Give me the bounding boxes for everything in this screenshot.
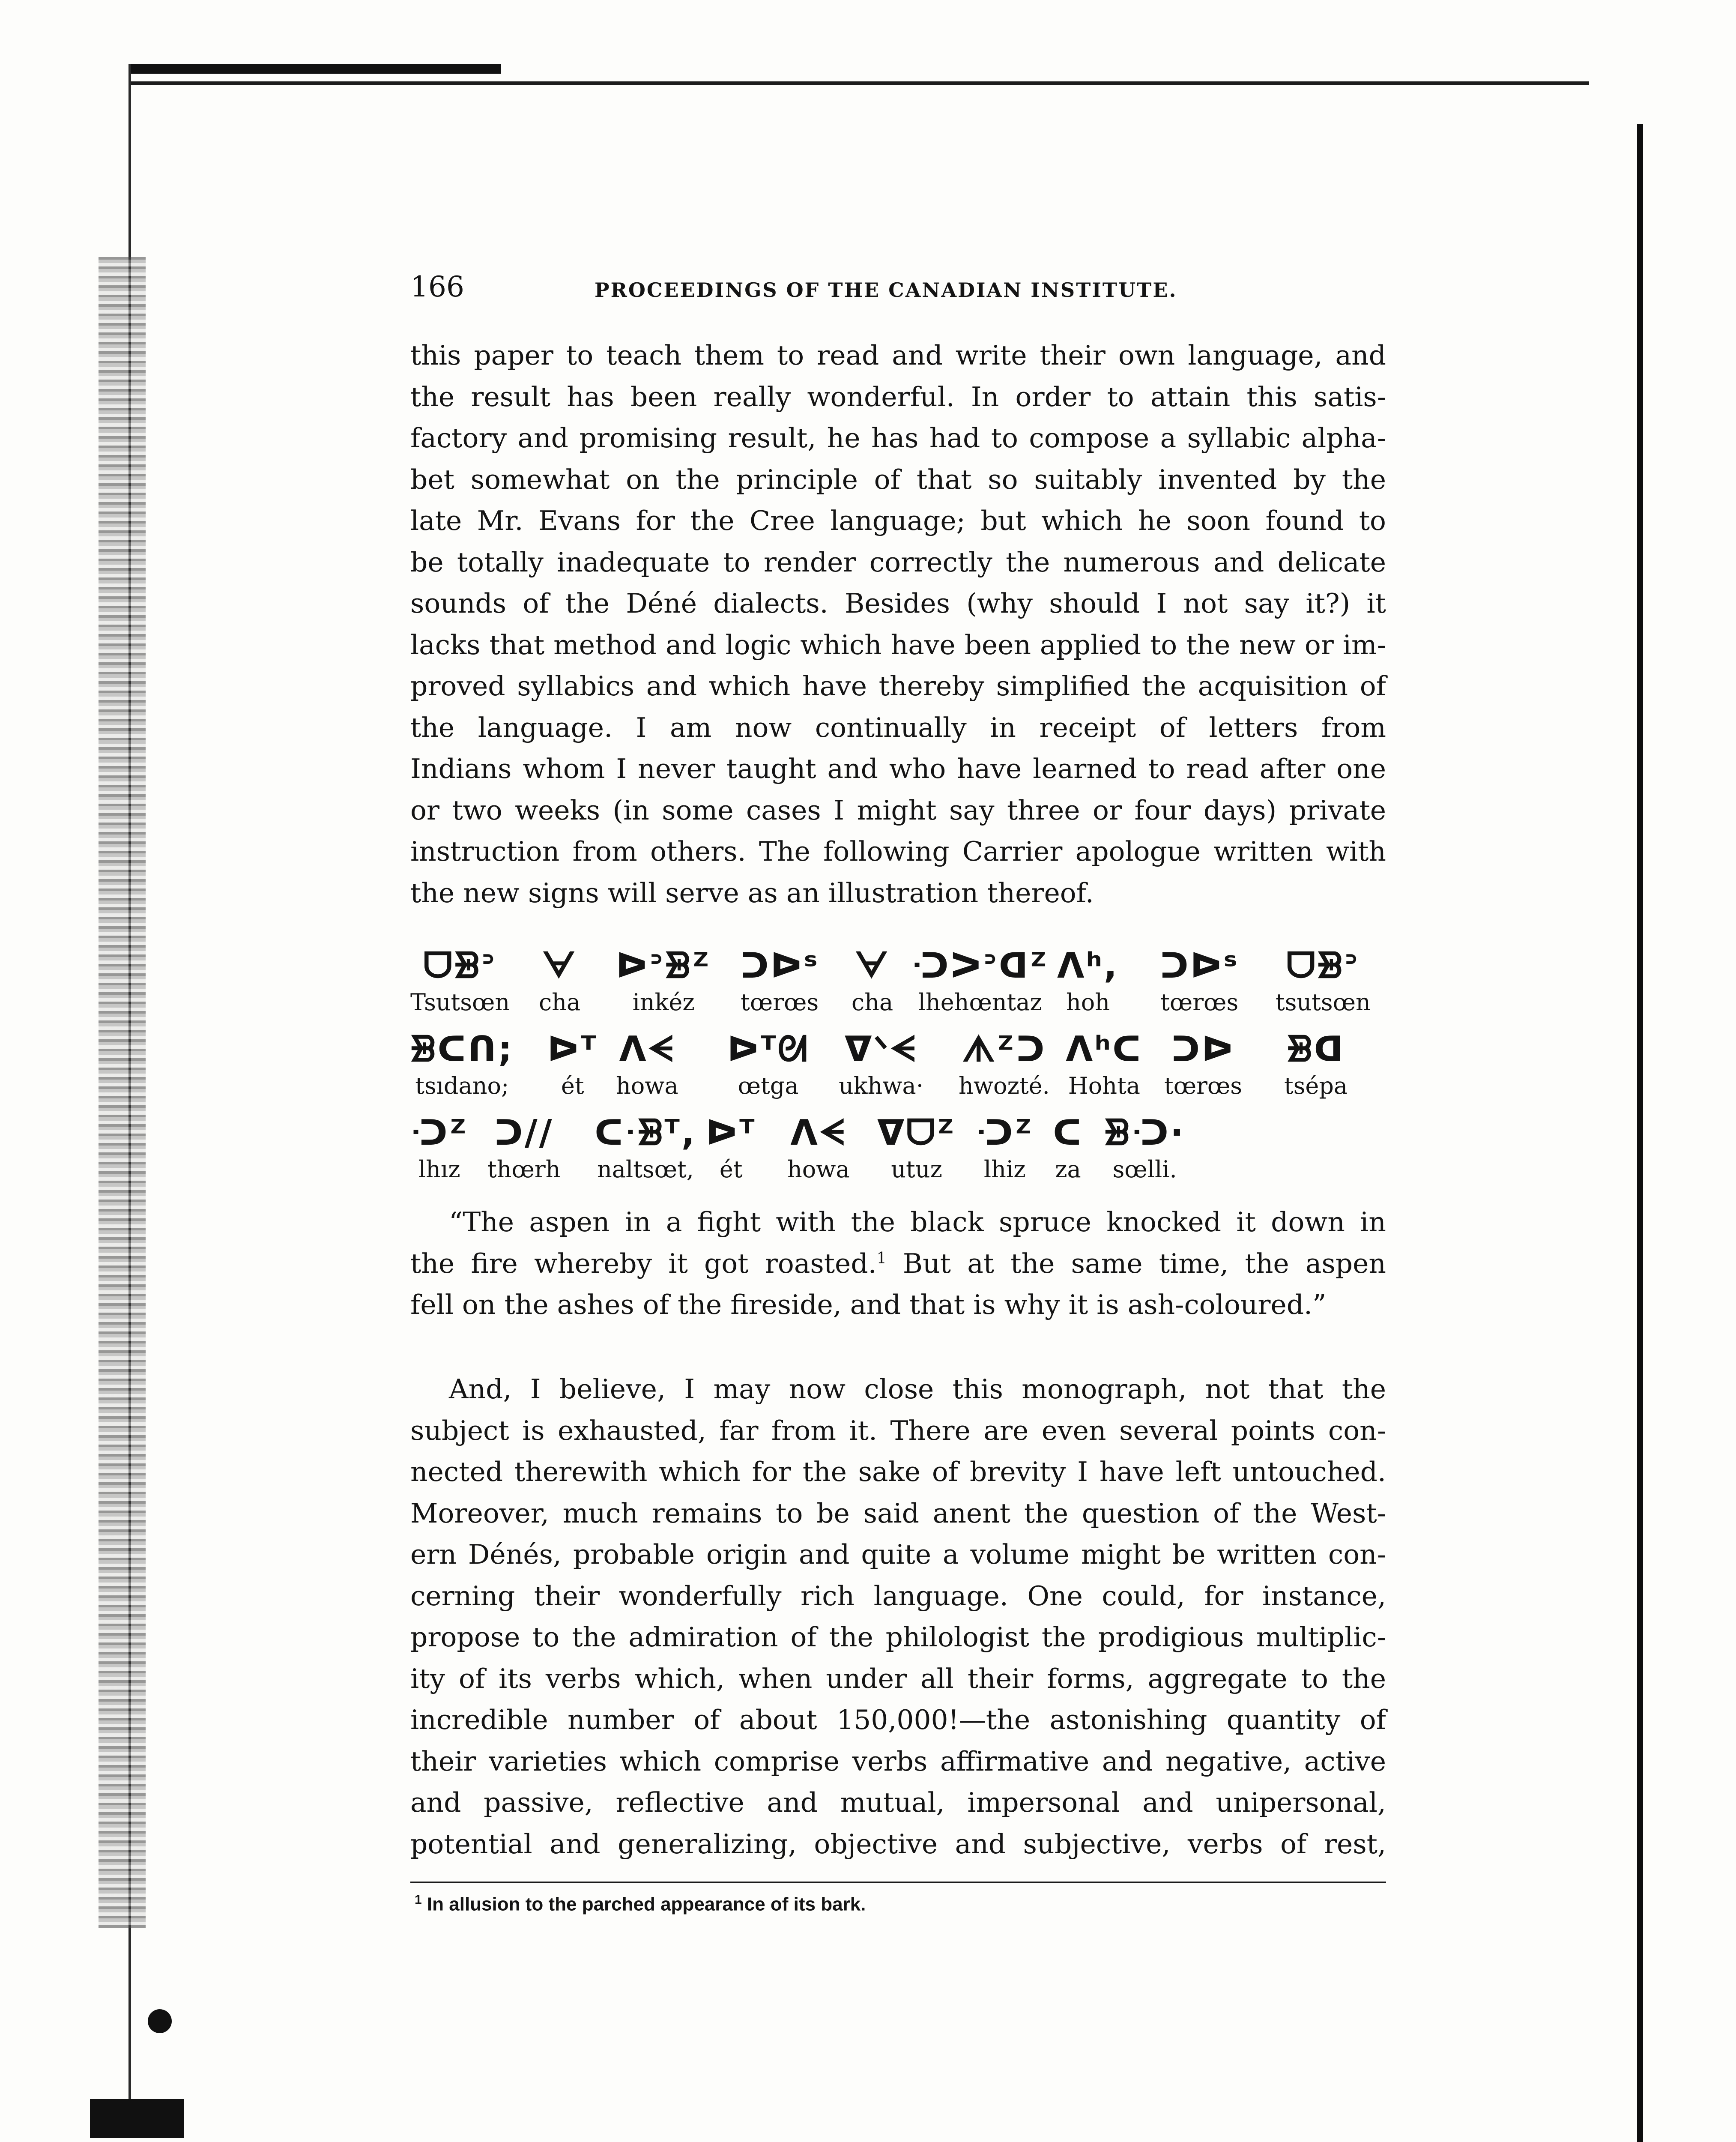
scan-edge-noise — [99, 257, 146, 1928]
scan-border-top — [128, 81, 1589, 85]
syllabic-transliteration: ét — [719, 1156, 743, 1183]
page-number: 166 — [410, 270, 464, 303]
syllabic-word — [787, 1112, 850, 1185]
syllabic-glyph: ᑝᙆ — [410, 1113, 469, 1153]
syllabic-word — [706, 1112, 756, 1185]
scan-border-bottom-left — [90, 2099, 184, 2138]
syllabic-word — [410, 1028, 514, 1101]
text-line: this paper to teach them to read and write their own language, and — [410, 340, 1386, 371]
syllabic-glyph: ᑐᐅˢ — [1160, 945, 1239, 986]
text-line: sounds of the Déné dialects. Besides (why should I not say it?) it — [410, 588, 1386, 619]
text-line: subject is exhausted, far from it. There are even several points con- — [410, 1415, 1386, 1446]
syllabic-transliteration: lhehœntaz — [918, 989, 1042, 1016]
text-line: proved syllabics and which have thereby simplified the acquisition of — [410, 670, 1386, 702]
syllabic-word — [539, 945, 580, 1017]
syllabic-row — [410, 1028, 1395, 1110]
page-header — [410, 270, 1395, 304]
syllabic-glyph: ᐅᵀ — [706, 1113, 756, 1153]
syllabic-word — [1066, 1028, 1143, 1101]
text-line: be totally inadequate to render correctly the numerous and delicate — [410, 546, 1386, 578]
syllabic-transliteration: hoh — [1066, 989, 1110, 1016]
text-line: “The aspen in a fight with the black spruce knocked it down in — [449, 1206, 1386, 1238]
syllabic-glyph: ᐱʰᑕ — [1066, 1029, 1143, 1070]
syllabic-transliteration: ét — [561, 1072, 584, 1099]
syllabic-word — [1164, 1028, 1242, 1101]
syllabic-word — [1284, 1028, 1348, 1101]
syllabic-word — [727, 1028, 809, 1101]
syllabic-glyph: ᗜᗾᐣ — [1286, 945, 1360, 986]
syllabic-transliteration: utuz — [891, 1156, 942, 1183]
footnote-text: In allusion to the parched appearance of its bark. — [427, 1894, 866, 1915]
syllabic-glyph: ᑝᙆ — [976, 1113, 1034, 1153]
syllabic-word — [1053, 1112, 1083, 1185]
text-line: And, I believe, I may now close this monograph, not that the — [449, 1373, 1386, 1405]
syllabic-transliteration: za — [1055, 1156, 1081, 1183]
text-line: instruction from others. The following Carrier apologue written with — [410, 836, 1386, 867]
text-line: cerning their wonderfully rich language. One could, for instance, — [410, 1580, 1386, 1612]
text-line: Indians whom I never taught and who have learned to read after one — [410, 753, 1386, 784]
syllabic-transliteration: howa — [787, 1156, 850, 1183]
syllabic-transliteration: tsépa — [1284, 1072, 1348, 1099]
scan-border-top-thick — [128, 64, 501, 74]
syllabic-transliteration: tœrœs — [1164, 1072, 1243, 1099]
syllabic-glyph: ᑕ — [1053, 1113, 1083, 1153]
syllabic-word — [839, 1028, 923, 1101]
syllabic-glyph: ᐅᵀ — [547, 1029, 598, 1070]
syllabic-row — [410, 1112, 1395, 1193]
text-line: their varieties which comprise verbs affirmative and negative, active — [410, 1745, 1386, 1777]
syllabic-transliteration: hwozté. — [959, 1072, 1050, 1099]
syllabic-transliteration: sœlli. — [1112, 1156, 1177, 1183]
syllabic-glyph: ᐱʰ, — [1057, 945, 1119, 986]
syllabic-glyph: ᗄ — [542, 945, 577, 986]
syllabic-word — [911, 945, 1049, 1017]
syllabic-row — [410, 945, 1395, 1026]
syllabic-transliteration: howa — [616, 1072, 678, 1099]
text-line: ern Dénés, probable origin and quite a volume might be written con- — [410, 1539, 1386, 1570]
syllabic-glyph: ᑐᐅˢ — [740, 945, 819, 986]
footnote — [415, 1885, 866, 1920]
syllabic-transliteration: thœrh — [487, 1156, 561, 1183]
syllabic-transliteration: Hohta — [1068, 1072, 1140, 1099]
syllabic-glyph: ᗑᙆᑐ — [962, 1029, 1046, 1070]
syllabic-word — [1104, 1112, 1185, 1185]
syllabic-word — [616, 1028, 678, 1101]
syllabic-word — [487, 1112, 560, 1185]
text-line: factory and promising result, he has had to compose a syllabic alpha- — [410, 422, 1386, 454]
syllabic-word — [877, 1112, 956, 1185]
syllabic-glyph: ᐱᗕ — [790, 1113, 847, 1153]
footnote-reference: 1 — [876, 1249, 887, 1267]
syllabic-transliteration: naltsœt, — [597, 1156, 694, 1183]
syllabic-transliteration: œtga — [738, 1072, 799, 1099]
syllabic-word — [410, 1112, 469, 1185]
text-line-with-footnote — [410, 1243, 1386, 1285]
syllabic-word — [959, 1028, 1050, 1101]
syllabic-transliteration: inkéz — [632, 989, 695, 1016]
syllabic-word — [1160, 945, 1239, 1017]
text-line: fell on the ashes of the fireside, and that is why it is ash-coloured.” — [410, 1289, 1327, 1320]
syllabic-glyph: ᐁᐠᗕ — [845, 1029, 917, 1070]
text-line: the new signs will serve as an illustration thereof. — [410, 877, 1094, 909]
syllabic-glyph: ᗾᑕᑎ; — [410, 1029, 514, 1070]
text-line: the language. I am now continually in receipt of letters from — [410, 712, 1386, 743]
text-line: bet somewhat on the principle of that so suitably invented by the — [410, 464, 1386, 495]
syllabic-glyph: ᐅᐣᗾᙆ — [616, 945, 711, 986]
text-line: propose to the admiration of the philologist the prodigious multiplic- — [410, 1621, 1386, 1653]
syllabic-glyph: ᐅᵀᘛ — [727, 1029, 810, 1070]
syllabic-word — [740, 945, 819, 1017]
syllabic-word — [976, 1112, 1034, 1185]
syllabic-glyph: ᑐ// — [494, 1113, 554, 1153]
syllabic-transliteration: tsıdano; — [415, 1072, 509, 1099]
syllabic-glyph: ᗜᗾᐣ — [423, 945, 497, 986]
text-line: nected therewith which for the sake of brevity I have left untouched. — [410, 1456, 1386, 1487]
syllabic-transliteration: Tsutsœn — [410, 989, 510, 1016]
syllabic-glyph: ᐁᗜᙆ — [877, 1113, 956, 1153]
text-line: the result has been really wonderful. In order to attain this satis- — [410, 381, 1386, 413]
syllabic-glyph: ᐱᗕ — [619, 1029, 675, 1070]
text-line: incredible number of about 150,000!—the astonishing quantity of — [410, 1704, 1386, 1735]
syllabic-transliteration: tœrœs — [1160, 989, 1239, 1016]
syllabic-word — [1057, 945, 1119, 1017]
text-fragment: the fire whereby it got roasted. — [410, 1248, 877, 1279]
syllabic-glyph: ᗾᑝ· — [1104, 1113, 1186, 1153]
syllabic-glyph: ᑐᐅ — [1171, 1029, 1235, 1070]
text-line: ity of its verbs which, when under all their forms, aggregate to the — [410, 1663, 1386, 1694]
closing-paragraph — [410, 1369, 1386, 1865]
text-line: late Mr. Evans for the Cree language; but which he soon found to — [410, 505, 1386, 536]
syllabic-transliteration: cha — [852, 989, 893, 1016]
syllabic-glyph: ᑕᐧᗾᵀ, — [595, 1113, 696, 1153]
syllabic-transliteration: cha — [539, 989, 581, 1016]
intro-paragraph — [410, 335, 1386, 914]
syllabic-transliteration: tœrœs — [741, 989, 819, 1016]
text-fragment: But at the same time, the aspen — [886, 1248, 1386, 1279]
text-line: potential and generalizing, objective and subjective, verbs of rest, — [410, 1828, 1386, 1860]
syllabic-glyph: ᑝᐳᐣᗡᙆ — [911, 945, 1049, 986]
text-line: and passive, reflective and mutual, impersonal and unipersonal, — [410, 1787, 1386, 1818]
ink-blot — [148, 2009, 172, 2033]
text-line: or two weeks (in some cases I might say three or four days) private — [410, 794, 1386, 826]
footnote-rule — [410, 1882, 1386, 1883]
syllabic-word — [616, 945, 711, 1017]
story-translation — [410, 1202, 1386, 1326]
syllabic-word — [547, 1028, 598, 1101]
footnote-number: 1 — [415, 1893, 422, 1907]
syllabic-word — [410, 945, 510, 1017]
syllabic-transliteration: ukhwa· — [839, 1072, 923, 1099]
syllabic-word — [852, 945, 893, 1017]
syllabic-word — [595, 1112, 696, 1185]
scan-border-right — [1637, 124, 1643, 2142]
syllabic-transliteration: lhiz — [983, 1156, 1026, 1183]
text-line: lacks that method and logic which have been applied to the new or im- — [410, 629, 1386, 661]
text-line: Moreover, much remains to be said anent the question of the West- — [410, 1497, 1386, 1529]
syllabic-glyph: ᗾᗡ — [1287, 1029, 1345, 1070]
syllabic-glyph: ᗄ — [855, 945, 890, 986]
running-head: PROCEEDINGS OF THE CANADIAN INSTITUTE. — [595, 278, 1177, 302]
syllabic-transliteration: tsutsœn — [1276, 989, 1371, 1016]
syllabic-transliteration: lhız — [418, 1156, 460, 1183]
syllabic-word — [1276, 945, 1371, 1017]
